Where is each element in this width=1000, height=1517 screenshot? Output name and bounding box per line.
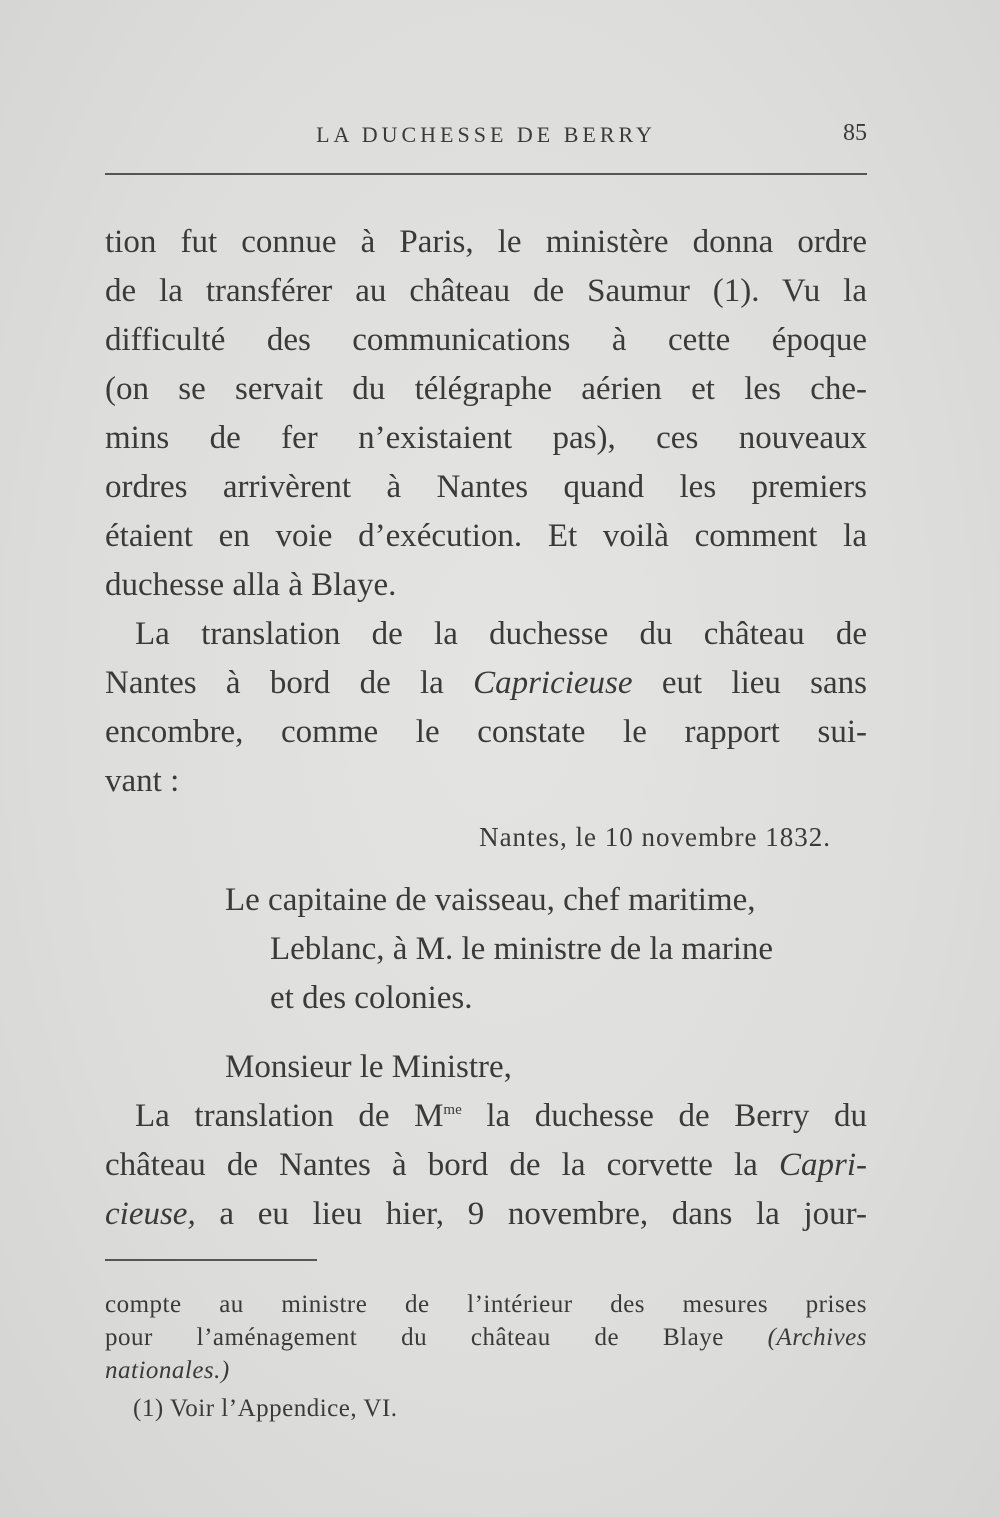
text-run: château de Nantes à bord de la corvette la	[105, 1147, 779, 1183]
text-run: Nantes à bord de la	[105, 665, 474, 701]
text-run: eut lieu sans	[632, 665, 867, 701]
text-line: (on se servait du télégraphe aérien et les che-	[105, 371, 867, 407]
footnotes	[105, 1288, 867, 1425]
address-line: Le capitaine de vaisseau, chef maritime,	[225, 882, 756, 918]
ship-name: cieuse,	[105, 1196, 196, 1232]
archive-citation: (Archives	[767, 1324, 867, 1351]
text-line: étaient en voie d’exécution. Et voilà comment la	[105, 518, 867, 554]
body-text	[105, 218, 867, 1239]
running-head	[105, 118, 867, 154]
text-line: mins de fer n’existaient pas), ces nouveaux	[105, 420, 867, 456]
text-run: pour l’aménagement du château de Blaye	[105, 1324, 768, 1351]
page-number: 85	[843, 120, 867, 146]
footnote-1: (1) Voir l’Appendice, VI.	[133, 1395, 398, 1422]
text-line	[105, 1190, 867, 1239]
spacer	[105, 856, 867, 876]
spacer	[105, 1023, 867, 1043]
archive-citation: nationales.)	[105, 1357, 230, 1384]
text-line: de la transférer au château de Saumur (1). Vu la	[105, 273, 867, 309]
header-rule	[105, 173, 867, 175]
ship-name: Capri-	[778, 1147, 867, 1183]
text-line: difficulté des communications à cette époque	[105, 322, 867, 358]
ship-name: Capricieuse	[473, 665, 633, 701]
text-line	[105, 1141, 867, 1190]
text-run: a eu lieu hier, 9 novembre, dans la jour-	[195, 1196, 867, 1232]
text-line: tion fut connue à Paris, le ministère donna ordre	[105, 224, 867, 260]
footnote-line	[105, 1354, 867, 1387]
address-line: Leblanc, à M. le ministre de la marine	[270, 931, 774, 967]
footnote-rule	[105, 1259, 317, 1261]
text-line: duchesse alla à Blaye.	[105, 567, 397, 603]
text-run: la duchesse de Berry du	[461, 1098, 868, 1134]
text-line: vant :	[105, 763, 180, 799]
running-title: LA DUCHESSE DE BERRY	[316, 122, 656, 147]
text-line: ordres arrivèrent à Nantes quand les premiers	[105, 469, 867, 505]
text-line	[105, 659, 867, 708]
dateline: Nantes, le 10 novembre 1832.	[479, 822, 831, 852]
salutation: Monsieur le Ministre,	[225, 1049, 512, 1085]
address-line: et des colonies.	[270, 980, 473, 1016]
text-line	[105, 1092, 867, 1141]
footnote-line	[105, 1321, 867, 1354]
text-line: La translation de la duchesse du château de	[135, 616, 867, 652]
superscript: me	[443, 1102, 462, 1118]
text-line: encombre, comme le constate le rapport sui-	[105, 714, 867, 750]
footnote-line: compte au ministre de l’intérieur des mesures prises	[105, 1291, 867, 1318]
text-run: La translation de M	[135, 1098, 444, 1134]
